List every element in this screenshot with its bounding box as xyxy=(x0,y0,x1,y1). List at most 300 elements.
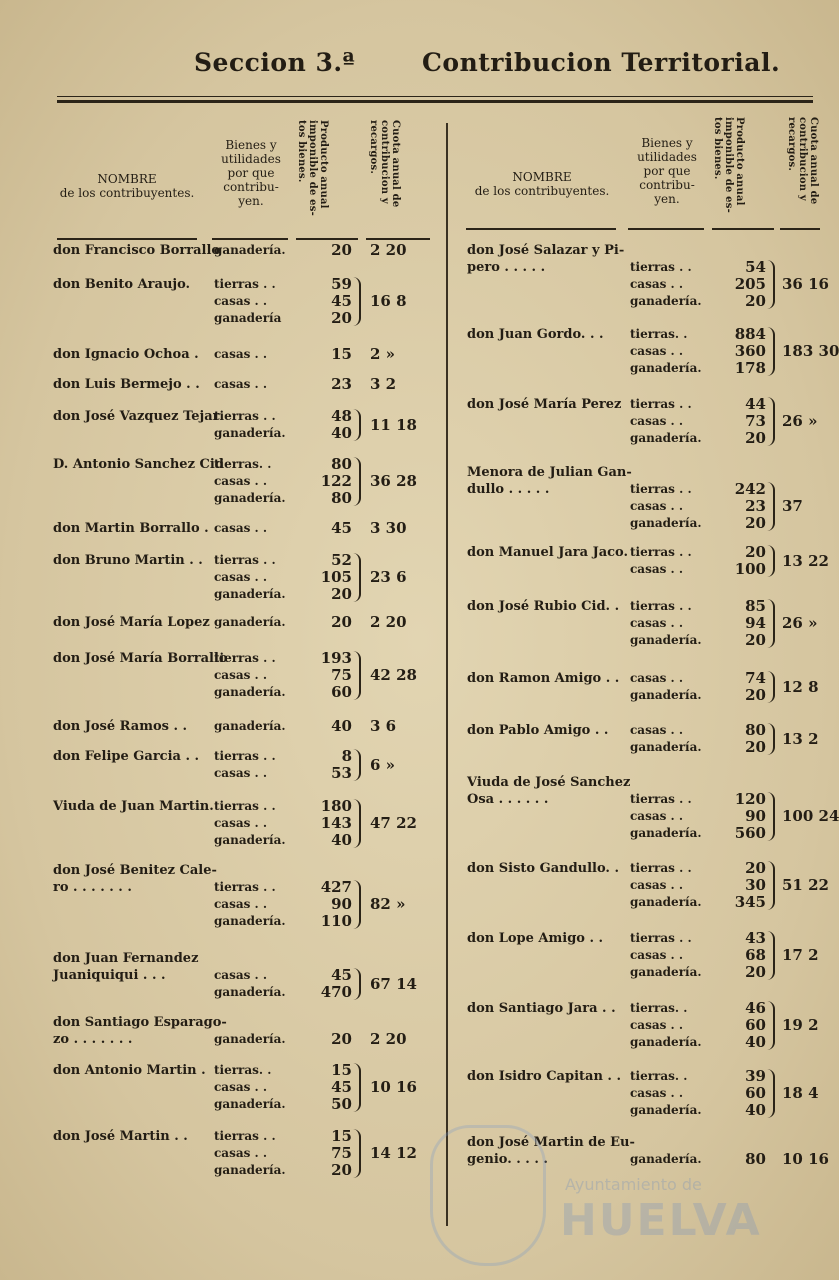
contributor-name: don Francisco Borrallo xyxy=(53,243,221,258)
annual-product-value: 85 xyxy=(745,597,766,615)
right-header-name: NOMBRE de los contribuyentes. xyxy=(474,170,610,198)
property-types xyxy=(214,1062,286,1113)
annual-products xyxy=(722,598,766,649)
property-types xyxy=(214,408,286,442)
annual-product-value: 180 xyxy=(320,797,352,815)
annual-quota: 3 6 xyxy=(370,717,397,735)
contributor-name: don Benito Araujo. xyxy=(53,277,191,292)
property-type xyxy=(630,464,702,481)
annual-product-value xyxy=(722,774,766,791)
annual-product-value: 105 xyxy=(320,568,352,586)
annual-quota: 36 16 xyxy=(782,275,829,293)
annual-product-value: 20 xyxy=(331,613,352,631)
page-title: Contribucion Territorial. xyxy=(422,48,781,77)
annual-quota: 51 22 xyxy=(782,876,829,894)
annual-product-value xyxy=(722,1134,766,1151)
column-divider xyxy=(446,123,448,1226)
property-type: ganadería. xyxy=(214,833,286,847)
property-types xyxy=(630,722,702,756)
annual-quota: 19 2 xyxy=(782,1016,819,1034)
annual-products xyxy=(308,650,352,701)
property-type: tierras . . xyxy=(630,931,692,945)
annual-product-value: 30 xyxy=(745,876,766,894)
annual-product-value: 40 xyxy=(745,1101,766,1119)
contributor-name: don José María Perez xyxy=(467,397,622,412)
property-types xyxy=(214,748,276,782)
contributor-name: don Antonio Martin . xyxy=(53,1063,206,1078)
annual-product-value: 20 xyxy=(331,585,352,603)
property-type: ganadería. xyxy=(630,294,702,308)
annual-product-value: 73 xyxy=(745,412,766,430)
top-rule-thin xyxy=(57,96,813,97)
left-header-rule xyxy=(366,238,430,240)
grouping-brace xyxy=(353,1063,361,1112)
annual-products xyxy=(308,1062,352,1113)
contributor-name: don José Martin de Eu- genio. . . . . xyxy=(467,1135,635,1167)
property-type: ganadería. xyxy=(630,740,702,754)
annual-product-value: 75 xyxy=(331,666,352,684)
property-type: casas . . xyxy=(214,570,268,584)
annual-product-value: 60 xyxy=(745,1084,766,1102)
property-types xyxy=(214,798,286,849)
annual-product-value: 20 xyxy=(745,429,766,447)
annual-product-value: 90 xyxy=(745,807,766,825)
property-type: ganadería. xyxy=(630,895,702,909)
annual-products xyxy=(308,798,352,849)
property-type: casas . . xyxy=(630,414,684,428)
annual-product-value: 45 xyxy=(331,519,352,537)
contributor-name: don Juan Gordo. . . xyxy=(467,327,604,342)
contributor-name: don Martin Borrallo . xyxy=(53,521,209,536)
property-types xyxy=(630,544,692,578)
annual-products xyxy=(308,718,352,735)
annual-quota: 2 » xyxy=(370,345,396,363)
annual-quota: 6 » xyxy=(370,755,396,774)
property-type: tierras. . xyxy=(630,327,688,341)
property-type: ganadería. xyxy=(214,587,286,601)
property-type: tierras . . xyxy=(214,409,276,423)
property-type xyxy=(630,1134,702,1151)
property-type: casas . . xyxy=(214,474,268,488)
annual-product-value: 80 xyxy=(745,1150,766,1168)
annual-product-value: 40 xyxy=(745,1033,766,1051)
property-type: casas . . xyxy=(630,616,684,630)
annual-quota: 183 30 xyxy=(782,342,839,360)
annual-products xyxy=(722,1000,766,1051)
property-types xyxy=(630,1134,702,1168)
annual-products xyxy=(308,1128,352,1179)
annual-quota: 26 » xyxy=(782,412,818,430)
annual-product-value: 20 xyxy=(331,309,352,327)
right-header-rule xyxy=(780,228,820,230)
annual-product-value xyxy=(722,242,766,259)
grouping-brace xyxy=(353,749,361,781)
grouping-brace xyxy=(353,553,361,602)
annual-product-value: 80 xyxy=(331,489,352,507)
property-type: casas . . xyxy=(214,897,268,911)
grouping-brace xyxy=(767,671,775,703)
property-type: casas . . xyxy=(214,816,268,830)
right-header-quota: Cuota anual de contribucion y recargos. xyxy=(786,117,819,205)
contributor-name: don José Vazquez Tejar xyxy=(53,409,220,424)
watermark-subtitle: Ayuntamiento de xyxy=(565,1175,702,1194)
grouping-brace xyxy=(767,599,775,648)
contributor-name: don José Rubio Cid. . xyxy=(467,599,620,614)
annual-quota: 67 14 xyxy=(370,974,417,993)
annual-product-value: 45 xyxy=(331,1078,352,1096)
contributor-name: don Lope Amigo . . xyxy=(467,931,604,946)
annual-product-value: 40 xyxy=(331,831,352,849)
property-type: tierras . . xyxy=(630,545,692,559)
annual-products xyxy=(722,464,766,532)
grouping-brace xyxy=(353,1129,361,1178)
property-type: tierras. . xyxy=(214,1063,272,1077)
property-type: ganadería. xyxy=(214,426,286,440)
property-type: ganadería. xyxy=(630,516,702,530)
annual-product-value: 15 xyxy=(331,345,352,363)
annual-products xyxy=(722,326,766,377)
left-header-quota: Cuota anual de contribucion y recargos. xyxy=(368,120,401,208)
top-rule xyxy=(57,100,813,103)
annual-product-value: 110 xyxy=(320,912,352,930)
property-type: tierras . . xyxy=(630,792,692,806)
annual-product-value: 20 xyxy=(745,514,766,532)
property-types xyxy=(214,1128,286,1179)
annual-product-value: 20 xyxy=(745,292,766,310)
grouping-brace xyxy=(353,651,361,700)
annual-quota: 2 20 xyxy=(370,241,407,259)
annual-quota: 18 4 xyxy=(782,1084,819,1102)
property-type: ganadería. xyxy=(630,633,702,647)
annual-product-value: 43 xyxy=(745,929,766,947)
annual-product-value: 560 xyxy=(734,824,766,842)
annual-product-value: 193 xyxy=(320,649,352,667)
contributor-name: Viuda de José Sanchez Osa . . . . . . xyxy=(467,775,631,807)
annual-quota: 3 30 xyxy=(370,519,407,537)
property-type: ganadería. xyxy=(630,1035,702,1049)
annual-quota: 13 22 xyxy=(782,551,829,570)
property-type: ganadería. xyxy=(630,1103,702,1117)
property-type: ganadería. xyxy=(630,361,702,375)
annual-quota: 2 20 xyxy=(370,613,407,631)
property-type: casas . . xyxy=(214,347,268,361)
annual-products xyxy=(722,722,766,756)
property-types xyxy=(630,774,702,842)
grouping-brace xyxy=(353,968,361,1000)
property-type: casas . . xyxy=(214,294,268,308)
property-type xyxy=(214,862,286,879)
property-types xyxy=(630,670,702,704)
property-types xyxy=(630,242,702,310)
property-type: ganadería. xyxy=(214,1032,286,1046)
annual-product-value: 40 xyxy=(331,717,352,735)
contributor-name: don Pablo Amigo . . xyxy=(467,723,609,738)
annual-product-value: 20 xyxy=(331,241,352,259)
property-type: ganadería xyxy=(214,311,282,325)
contributor-name: don Santiago Jara . . xyxy=(467,1001,616,1016)
property-type: ganadería. xyxy=(214,491,286,505)
property-types xyxy=(630,326,702,377)
contributor-name: don Ignacio Ochoa . xyxy=(53,347,199,362)
property-type: ganadería. xyxy=(214,243,286,257)
annual-product-value xyxy=(308,1014,352,1031)
contributor-name: don Juan Fernandez Juaniquiqui . . . xyxy=(53,951,199,983)
annual-product-value xyxy=(308,950,352,967)
right-header-rule xyxy=(712,228,774,230)
annual-product-value: 45 xyxy=(331,292,352,310)
annual-quota: 3 2 xyxy=(370,375,397,393)
property-type: ganadería. xyxy=(630,688,702,702)
property-types xyxy=(630,464,702,532)
annual-quota: 10 16 xyxy=(370,1078,417,1096)
annual-product-value: 360 xyxy=(734,342,766,360)
property-type: ganadería. xyxy=(214,1163,286,1177)
annual-product-value: 46 xyxy=(745,999,766,1017)
property-type: casas . . xyxy=(630,277,684,291)
property-type xyxy=(630,242,702,259)
property-type: ganadería. xyxy=(214,985,286,999)
annual-products xyxy=(308,346,352,363)
annual-products xyxy=(308,520,352,537)
annual-products xyxy=(722,774,766,842)
property-type: casas . . xyxy=(214,1080,268,1094)
property-type: ganadería. xyxy=(630,965,702,979)
property-type: casas . . xyxy=(214,377,268,391)
property-type: casas . . xyxy=(214,1146,268,1160)
property-types xyxy=(630,930,702,981)
property-type xyxy=(214,950,286,967)
property-type: ganadería. xyxy=(630,431,702,445)
property-type: tierras . . xyxy=(214,277,276,291)
property-types xyxy=(214,650,286,701)
property-type: tierras . . xyxy=(630,861,692,875)
property-type: casas . . xyxy=(630,723,684,737)
left-header-rule xyxy=(57,238,197,240)
property-type: casas . . xyxy=(630,878,684,892)
property-type: tierras . . xyxy=(214,553,276,567)
annual-products xyxy=(722,1068,766,1119)
annual-product-value xyxy=(722,464,766,481)
annual-products xyxy=(308,376,352,393)
annual-product-value: 74 xyxy=(745,669,766,687)
property-type: casas . . xyxy=(630,499,684,513)
property-types xyxy=(214,346,267,363)
contributor-name: don Sisto Gandullo. . xyxy=(467,861,620,876)
annual-quota: 82 » xyxy=(370,895,406,913)
annual-product-value: 40 xyxy=(331,424,352,442)
annual-products xyxy=(308,614,352,631)
annual-products xyxy=(308,552,352,603)
annual-products xyxy=(722,396,766,447)
contributor-name: don Santiago Esparago- zo . . . . . . . xyxy=(53,1015,227,1047)
grouping-brace xyxy=(767,861,775,910)
annual-quota: 37 xyxy=(782,497,803,515)
annual-products xyxy=(308,242,352,259)
property-type: tierras. . xyxy=(214,457,272,471)
property-type: casas . . xyxy=(630,809,684,823)
property-type: casas . . xyxy=(630,344,684,358)
annual-product-value: 75 xyxy=(331,1144,352,1162)
contributor-name: don Isidro Capitan . . xyxy=(467,1069,621,1084)
grouping-brace xyxy=(767,723,775,755)
grouping-brace xyxy=(353,880,361,929)
annual-product-value: 122 xyxy=(320,472,352,490)
contributor-name: don Manuel Jara Jaco. xyxy=(467,545,629,560)
annual-products xyxy=(308,1014,352,1048)
right-header-rule xyxy=(628,228,704,230)
contributor-name: don José Salazar y Pi- pero . . . . . xyxy=(467,243,625,275)
annual-product-value xyxy=(308,862,352,879)
property-type: casas . . xyxy=(630,1086,684,1100)
annual-quota: 11 18 xyxy=(370,415,417,434)
left-header-rule xyxy=(212,238,288,240)
property-type: casas . . xyxy=(214,668,268,682)
annual-quota: 10 16 xyxy=(782,1150,829,1168)
property-types xyxy=(214,276,281,327)
contributor-name: don José Ramos . . xyxy=(53,719,188,734)
contributor-name: Menora de Julian Gan- dullo . . . . . xyxy=(467,465,632,497)
annual-quota: 17 2 xyxy=(782,946,819,964)
annual-product-value: 20 xyxy=(745,631,766,649)
property-type: tierras . . xyxy=(630,599,692,613)
annual-product-value: 178 xyxy=(734,359,766,377)
property-types xyxy=(214,950,286,1001)
contributor-name: don José Benitez Cale- ro . . . . . . . xyxy=(53,863,217,895)
annual-product-value: 20 xyxy=(745,738,766,756)
annual-products xyxy=(722,1134,766,1168)
property-type: tierras . . xyxy=(214,880,276,894)
property-type: casas . . xyxy=(630,948,684,962)
watermark-seal xyxy=(430,1125,546,1266)
annual-product-value: 20 xyxy=(331,1030,352,1048)
annual-product-value: 15 xyxy=(331,1061,352,1079)
annual-product-value: 884 xyxy=(734,325,766,343)
property-type: tierras . . xyxy=(630,397,692,411)
grouping-brace xyxy=(767,397,775,446)
annual-quota: 13 2 xyxy=(782,729,819,748)
annual-product-value: 23 xyxy=(745,497,766,515)
watermark-text: HUELVA xyxy=(560,1195,762,1246)
annual-product-value: 52 xyxy=(331,551,352,569)
annual-product-value: 205 xyxy=(734,275,766,293)
annual-products xyxy=(722,544,766,578)
annual-product-value: 54 xyxy=(745,258,766,276)
annual-quota: 16 8 xyxy=(370,292,407,310)
annual-quota: 42 28 xyxy=(370,666,417,684)
contributor-name: D. Antonio Sanchez Cid xyxy=(53,457,224,472)
property-type: tierras. . xyxy=(630,1069,688,1083)
property-types xyxy=(630,1068,702,1119)
contributor-name: don Bruno Martin . . xyxy=(53,553,203,568)
property-types xyxy=(214,520,267,537)
property-type xyxy=(214,1014,286,1031)
property-type: tierras . . xyxy=(630,260,692,274)
annual-products xyxy=(308,456,352,507)
property-types xyxy=(630,598,702,649)
property-type: ganadería. xyxy=(630,1152,702,1166)
annual-product-value: 68 xyxy=(745,946,766,964)
property-type: tierras . . xyxy=(214,749,276,763)
property-type: ganadería. xyxy=(214,719,286,733)
annual-product-value: 345 xyxy=(734,893,766,911)
contributor-name: don Luis Bermejo . . xyxy=(53,377,200,392)
property-type: casas . . xyxy=(214,766,268,780)
property-types xyxy=(630,860,702,911)
property-type: tierras . . xyxy=(214,799,276,813)
grouping-brace xyxy=(353,277,361,326)
property-type: casas . . xyxy=(630,671,684,685)
annual-product-value: 143 xyxy=(320,814,352,832)
annual-product-value: 20 xyxy=(745,859,766,877)
property-types xyxy=(630,1000,702,1051)
grouping-brace xyxy=(767,482,775,531)
grouping-brace xyxy=(767,327,775,376)
property-types xyxy=(214,614,286,631)
property-type: casas . . xyxy=(214,521,268,535)
right-header-product: Producto anual imponible de es- tos bienes. xyxy=(712,117,745,213)
grouping-brace xyxy=(767,545,775,577)
annual-products xyxy=(722,860,766,911)
grouping-brace xyxy=(767,931,775,980)
annual-quota: 36 28 xyxy=(370,472,417,490)
annual-quota: 100 24 xyxy=(782,807,839,825)
left-header-goods: Bienes y utilidades por que contribu- yen. xyxy=(221,138,281,208)
property-type: ganadería. xyxy=(214,1097,286,1111)
property-type: tierras . . xyxy=(630,482,692,496)
property-type: tierras . . xyxy=(214,1129,276,1143)
contributor-name: don Ramon Amigo . . xyxy=(467,671,620,686)
annual-product-value: 242 xyxy=(734,480,766,498)
annual-products xyxy=(308,748,352,782)
annual-products xyxy=(308,276,352,327)
annual-product-value: 53 xyxy=(331,764,352,782)
annual-product-value: 45 xyxy=(331,966,352,984)
annual-product-value: 470 xyxy=(320,983,352,1001)
contributor-name: don José Martin . . xyxy=(53,1129,188,1144)
left-header-product: Producto anual imponible de es- tos bienes. xyxy=(296,120,329,216)
grouping-brace xyxy=(767,1001,775,1050)
contributor-name: don José María Lopez xyxy=(53,615,210,630)
property-type xyxy=(630,774,702,791)
annual-quota: 26 » xyxy=(782,614,818,632)
property-types xyxy=(214,1014,286,1048)
annual-product-value: 94 xyxy=(745,614,766,632)
property-types xyxy=(214,718,286,735)
annual-product-value: 20 xyxy=(331,1161,352,1179)
property-type: casas . . xyxy=(630,562,684,576)
left-header-rule xyxy=(296,238,358,240)
right-header-rule xyxy=(466,228,616,230)
grouping-brace xyxy=(353,457,361,506)
grouping-brace xyxy=(353,799,361,848)
property-types xyxy=(214,456,286,507)
annual-products xyxy=(308,408,352,442)
contributor-name: don José María Borrallo xyxy=(53,651,228,666)
annual-product-value: 100 xyxy=(734,560,766,578)
annual-product-value: 50 xyxy=(331,1095,352,1113)
property-type: ganadería. xyxy=(214,615,286,629)
annual-quota: 14 12 xyxy=(370,1144,417,1162)
property-types xyxy=(214,242,286,259)
contributor-name: Viuda de Juan Martin. xyxy=(53,799,214,814)
annual-products xyxy=(308,950,352,1001)
property-types xyxy=(214,552,286,603)
annual-product-value: 20 xyxy=(745,543,766,561)
annual-quota: 12 8 xyxy=(782,677,819,696)
annual-products xyxy=(722,930,766,981)
annual-product-value: 20 xyxy=(745,963,766,981)
annual-product-value: 8 xyxy=(341,747,352,765)
